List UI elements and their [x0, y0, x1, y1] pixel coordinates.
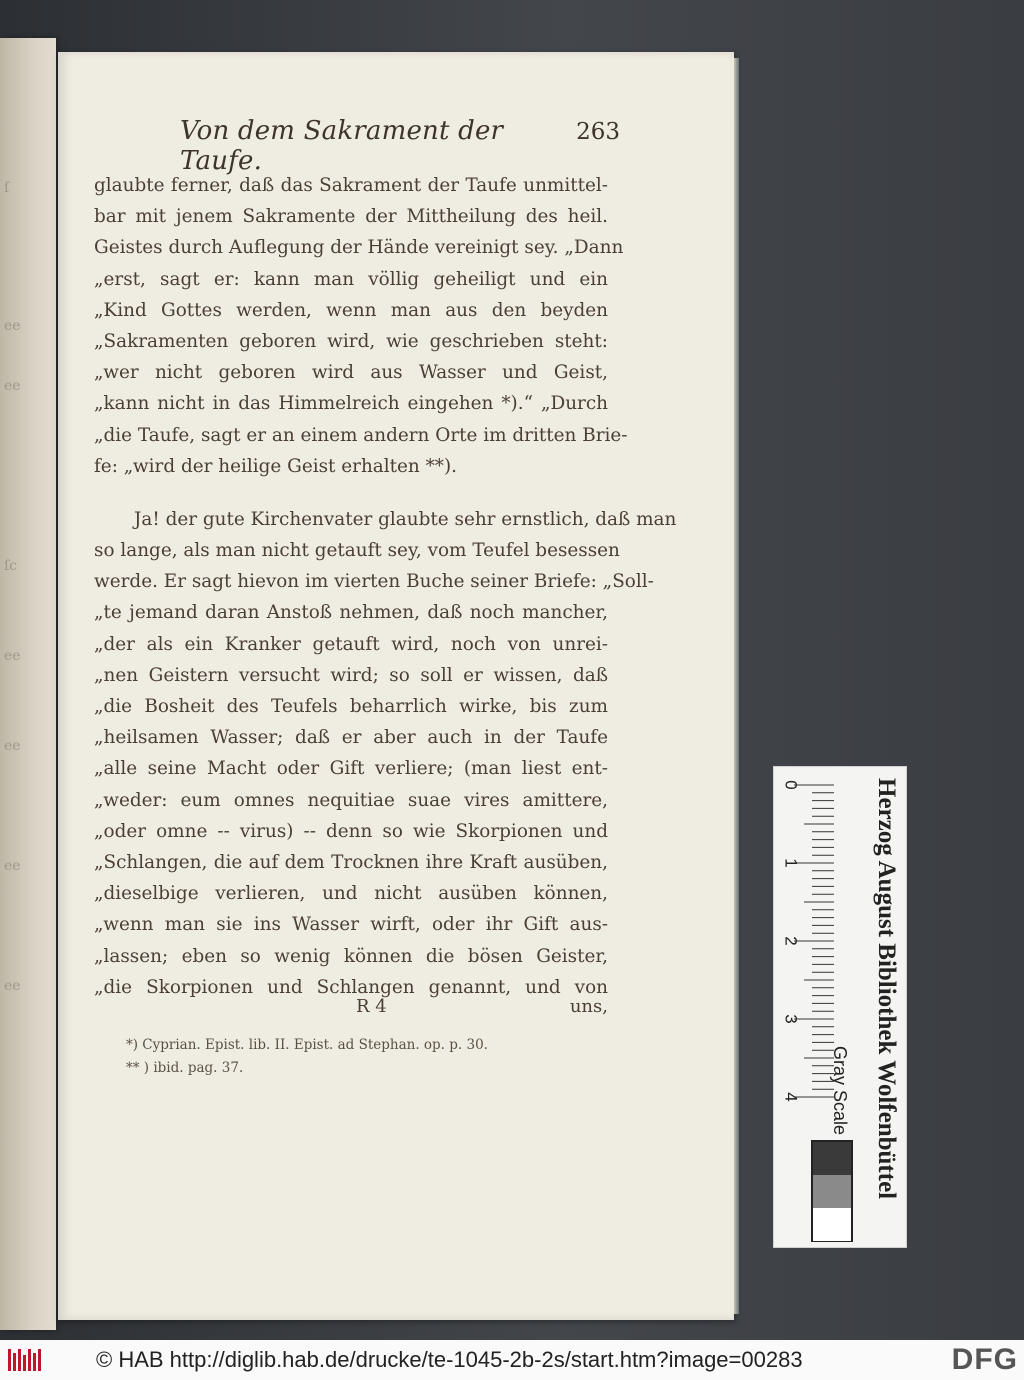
catchword: uns, [569, 996, 608, 1017]
gray-patch [813, 1208, 851, 1241]
dfg-logo: DFG [951, 1343, 1018, 1376]
footnote: ** ) ibid. pag. 37. [126, 1060, 244, 1076]
signature-mark: R 4 [356, 996, 387, 1017]
footnote: *) Cyprian. Epist. lib. II. Epist. ad Stephan. op. p. 30. [126, 1037, 488, 1053]
hab-logo-icon [6, 1345, 46, 1375]
body-text [94, 170, 677, 1003]
footnotes [126, 1034, 606, 1080]
text-line: bar mit jenem Sakramente der Mittheilung des heil. [94, 206, 608, 228]
text-line: „wer nicht geboren wird aus Wasser und Geist, [94, 362, 608, 384]
text-line: werde. Er sagt hievon im vierten Buche seiner Briefe: „Soll- [94, 571, 654, 593]
text-line: „weder: eum omnes nequitiae suae vires amittere, [94, 789, 608, 811]
text-line: „oder omne -- virus) -- denn so wie Skorpionen und [94, 820, 608, 842]
paragraph-1 [94, 170, 628, 482]
text-line: „Schlangen, die auf dem Trocknen ihre Kraft ausüben, [94, 851, 608, 873]
gray-patch [813, 1175, 851, 1208]
ruler-number: 3 [781, 1014, 801, 1024]
copyright-credit: © HAB http://diglib.hab.de/drucke/te-1045-2b-2s/start.htm?image=00283 [96, 1347, 803, 1372]
page-edge [734, 58, 739, 1314]
running-head [180, 116, 620, 176]
text-line: „wenn man sie ins Wasser wirft, oder ihr Gift aus- [94, 914, 608, 936]
text-line: „Sakramenten geboren wird, wie geschrieben steht: [94, 330, 608, 352]
viewer-footer [0, 1340, 1024, 1380]
ruler-number: 1 [781, 858, 801, 868]
institution-label: Herzog August Bibliothek Wolfenbüttel [873, 778, 900, 1200]
running-title: Von dem Sakrament der Taufe. [180, 116, 504, 176]
paragraph-2 [94, 504, 677, 1003]
previous-page-edge: ſ ee ee ſc ee ee ee ee [0, 38, 56, 1330]
ruler-number: 4 [781, 1092, 801, 1102]
text-line: „die Skorpionen und Schlangen genannt, und von [94, 976, 608, 998]
page-number: 263 [576, 119, 620, 145]
text-line: so lange, als man nicht getauft sey, vom Teufel besessen [94, 540, 620, 562]
text-line: „heilsamen Wasser; daß er aber auch in der Taufe [94, 727, 608, 749]
text-line: „die Taufe, sagt er an einem andern Orte im dritten Brie- [94, 424, 628, 446]
text-line: „nen Geistern versucht wird; so soll er wissen, daß [94, 664, 608, 686]
gray-patch [813, 1142, 851, 1175]
text-line: „Kind Gottes werden, wenn man aus den beyden [94, 299, 608, 321]
text-line: „lassen; eben so wenig können die bösen Geister, [94, 945, 608, 967]
text-line: glaubte ferner, daß das Sakrament der Taufe unmittel- [94, 175, 608, 196]
text-line: „alle seine Macht oder Gift verliere; (man liest ent- [94, 758, 608, 780]
gray-scale-patches [811, 1140, 853, 1242]
text-line: „der als ein Kranker getauft wird, noch von unrei- [94, 633, 608, 655]
page-bottom-line [94, 996, 608, 1017]
text-line: „te jemand daran Anstoß nehmen, daß noch mancher, [94, 602, 608, 624]
gray-scale-label: Gray Scale [830, 1046, 850, 1136]
ruler-number: 2 [781, 936, 801, 946]
text-line: fe: „wird der heilige Geist erhalten **). [94, 455, 458, 477]
text-line: „kann nicht in das Himmelreich eingehen *).“ „Durch [94, 393, 608, 415]
ruler-number: 0 [781, 780, 801, 790]
text-line: „die Bosheit des Teufels beharrlich wirke, bis zum [94, 696, 608, 717]
text-line: „dieselbige verlieren, und nicht ausüben können, [94, 883, 608, 905]
text-line: „erst, sagt er: kann man völlig geheiligt und ein [94, 268, 608, 290]
text-line: Geistes durch Auflegung der Hände vereinigt sey. „Dann [94, 237, 624, 259]
text-line: Ja! der gute Kirchenvater glaubte sehr ernstlich, daß man [134, 508, 677, 530]
